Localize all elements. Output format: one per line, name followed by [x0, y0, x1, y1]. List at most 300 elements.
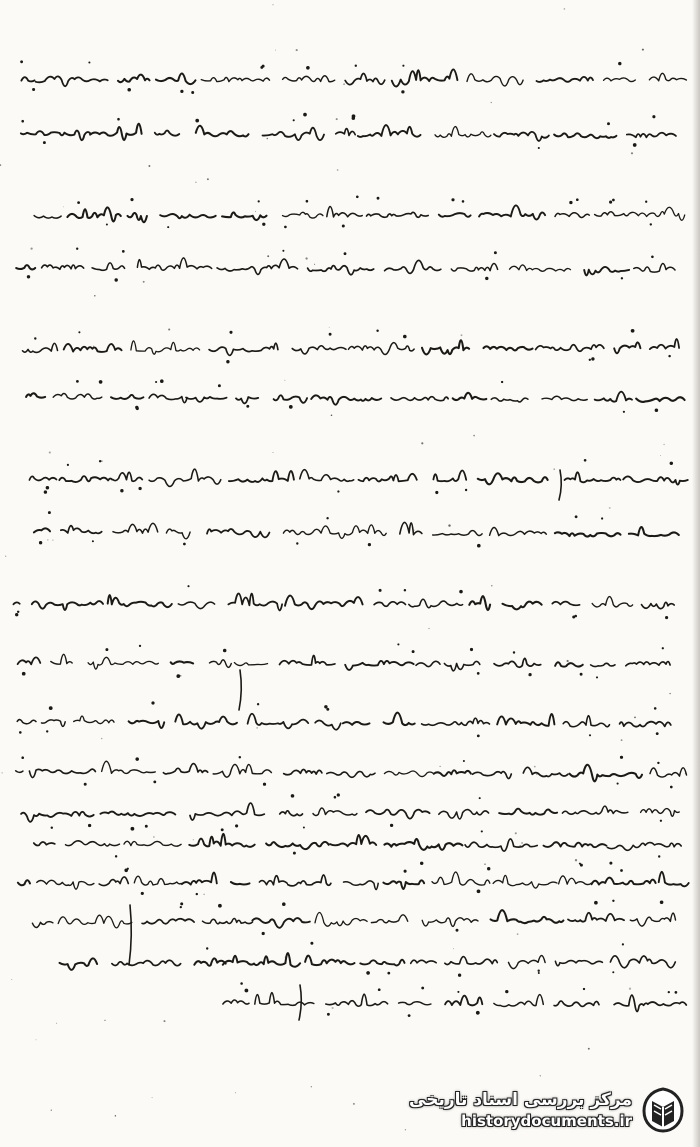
ink-dot	[139, 645, 141, 647]
handwritten-word	[17, 720, 36, 724]
ink-dot	[494, 251, 497, 254]
handwritten-word	[345, 661, 414, 670]
ink-dot	[513, 651, 515, 653]
ink-dot	[623, 411, 625, 413]
paper-speck	[685, 772, 687, 774]
paper-speck	[255, 211, 256, 212]
ink-dot	[591, 357, 594, 360]
paper-speck	[660, 455, 661, 456]
ink-dot	[284, 226, 287, 229]
paper-speck	[168, 328, 170, 330]
ink-dot	[589, 734, 591, 736]
ink-dot	[263, 783, 266, 786]
handwritten-word	[155, 131, 180, 136]
handwritten-word	[53, 394, 102, 400]
handwritten-word	[142, 919, 194, 924]
ink-dot	[337, 490, 339, 492]
ink-dot	[487, 867, 490, 870]
handwritten-word	[610, 956, 675, 968]
ink-dot	[668, 991, 670, 993]
ink-dot	[258, 200, 260, 202]
ink-dot	[622, 943, 624, 945]
ink-dot	[662, 647, 664, 649]
ink-dot	[291, 794, 295, 798]
handwritten-word	[321, 525, 386, 538]
paper-speck	[203, 894, 204, 895]
ink-dot	[660, 820, 662, 822]
ink-dot	[572, 616, 575, 619]
ink-dot	[122, 250, 125, 253]
handwritten-word	[445, 957, 498, 965]
paper-speck	[267, 138, 269, 140]
ink-dot	[99, 380, 103, 384]
watermark-text	[409, 1089, 632, 1131]
ink-dot	[180, 906, 182, 908]
paper-speck	[642, 49, 644, 51]
handwritten-word	[384, 713, 415, 725]
paper-speck	[331, 414, 333, 416]
handwritten-word	[623, 476, 688, 484]
paper-speck	[153, 836, 154, 837]
handwritten-word	[434, 770, 471, 776]
handwritten-word	[555, 961, 602, 966]
ink-dot	[77, 201, 80, 204]
handwritten-word	[432, 872, 490, 885]
paper-speck	[329, 327, 330, 328]
ink-dot	[481, 830, 483, 832]
ink-dot	[196, 893, 198, 895]
handwritten-word	[595, 392, 632, 402]
ink-dot	[477, 544, 481, 548]
handwritten-word	[384, 839, 462, 850]
handwritten-word	[209, 343, 278, 355]
handwritten-word	[42, 265, 84, 269]
ink-dot	[239, 756, 241, 758]
paper-speck	[669, 693, 670, 694]
ink-dot	[195, 119, 199, 123]
ink-dot	[293, 852, 296, 855]
ink-dot	[501, 381, 503, 383]
handwritten-word	[149, 394, 187, 402]
ink-dot	[476, 1011, 480, 1015]
handwritten-word	[284, 769, 322, 774]
long-stroke	[129, 905, 131, 965]
handwritten-word	[134, 876, 181, 885]
handwritten-word	[252, 918, 309, 928]
ink-dot	[618, 62, 621, 65]
ink-dot	[654, 707, 657, 710]
handwritten-word	[108, 595, 172, 607]
handwritten-word	[51, 654, 72, 664]
ink-dot	[538, 972, 540, 974]
ink-dot	[76, 380, 79, 383]
ink-dot	[620, 756, 623, 759]
ink-dot	[379, 589, 382, 592]
handwritten-word	[607, 843, 681, 851]
handwritten-word	[315, 721, 341, 730]
ink-dot	[352, 114, 356, 118]
ink-dot	[408, 1014, 411, 1017]
handwritten-word	[591, 663, 615, 666]
watermark-url: historydocuments.ir	[461, 1112, 632, 1130]
ink-dot	[377, 197, 380, 200]
ink-dot	[575, 515, 578, 518]
handwritten-word	[360, 960, 404, 966]
ink-dot	[456, 929, 459, 932]
ink-dot	[306, 200, 309, 203]
handwritten-word	[231, 882, 250, 884]
paper-speck	[519, 845, 521, 847]
paper-speck	[491, 585, 493, 587]
paper-speck	[540, 1075, 541, 1076]
paper-speck	[47, 539, 49, 541]
handwritten-word	[650, 768, 687, 777]
paper-speck	[101, 738, 103, 740]
handwritten-word	[542, 396, 587, 400]
paper-speck	[588, 1048, 590, 1050]
handwritten-word	[300, 470, 354, 482]
paper-speck	[235, 1092, 236, 1093]
handwritten-word	[36, 76, 108, 86]
handwriting-lines	[13, 60, 688, 1020]
paper-speck	[332, 1007, 334, 1009]
handwritten-word	[217, 259, 297, 274]
handwritten-word	[439, 810, 489, 819]
ink-dot	[596, 676, 598, 678]
ink-dot	[27, 275, 30, 278]
handwritten-word	[620, 722, 671, 727]
ink-dot	[120, 489, 123, 492]
handwritten-word	[411, 960, 437, 963]
paper-speck	[2, 772, 3, 773]
handwritten-word	[650, 339, 679, 349]
ink-dot	[88, 824, 91, 827]
paper-speck	[285, 956, 287, 958]
paper-speck	[428, 628, 429, 629]
handwritten-word	[315, 912, 367, 926]
handwritten-word	[285, 596, 363, 610]
ink-dot	[633, 143, 637, 147]
paper-speck	[575, 859, 577, 861]
ink-dot	[451, 198, 454, 201]
paper-speck	[461, 334, 463, 336]
handwritten-word	[523, 767, 568, 776]
handwritten-word	[280, 655, 335, 665]
handwritten-word	[445, 996, 482, 1006]
handwritten-word	[60, 958, 98, 969]
ink-dot	[180, 90, 183, 93]
ink-dot	[594, 901, 598, 905]
paper-speck	[631, 152, 633, 154]
handwritten-word	[42, 720, 66, 727]
ink-dot	[221, 828, 224, 831]
handwritten-word	[292, 346, 346, 354]
handwritten-word	[308, 266, 374, 275]
handwritten-word	[229, 471, 294, 482]
paper-speck	[311, 1086, 312, 1087]
handwritten-word	[16, 265, 35, 269]
handwritten-word	[255, 993, 314, 1006]
ink-dot	[218, 904, 222, 908]
paper-speck	[336, 118, 338, 120]
ink-dot	[477, 672, 480, 675]
paper-speck	[0, 164, 1, 165]
handwritten-word	[345, 73, 385, 84]
handwritten-word	[510, 265, 571, 271]
ink-dot	[477, 889, 481, 893]
handwritten-word	[37, 880, 94, 889]
handwritten-word	[497, 714, 554, 726]
ink-dot	[180, 902, 183, 905]
paper-speck	[314, 264, 315, 265]
handwritten-word	[491, 398, 528, 402]
ink-dot	[668, 355, 670, 357]
paper-speck	[101, 460, 103, 462]
paper-speck	[104, 1020, 105, 1021]
handwritten-word	[74, 716, 114, 724]
handwritten-word	[113, 472, 142, 481]
handwritten-word	[592, 597, 632, 607]
handwritten-word	[629, 207, 685, 220]
paper-speck	[49, 451, 51, 453]
ink-dot	[246, 405, 249, 408]
handwritten-word	[627, 133, 676, 138]
ink-dot	[327, 1013, 330, 1016]
handwritten-word	[359, 474, 417, 482]
handwritten-word	[399, 1002, 431, 1005]
ink-dot	[127, 868, 129, 870]
handwritten-word	[630, 913, 675, 926]
paper-speck	[5, 556, 6, 557]
handwritten-word	[166, 529, 190, 539]
handwritten-word	[555, 662, 583, 666]
ink-dot	[289, 405, 293, 409]
ink-dot	[612, 199, 615, 202]
handwritten-word	[629, 527, 679, 536]
handwritten-word	[503, 602, 542, 610]
handwritten-word	[433, 471, 466, 482]
ink-dot	[303, 827, 305, 829]
ink-dot	[609, 201, 612, 204]
ink-dot	[612, 971, 614, 973]
handwritten-word	[614, 342, 640, 353]
ink-dot	[675, 991, 678, 994]
ink-dot	[607, 122, 610, 125]
handwritten-word	[422, 340, 469, 354]
ink-dot	[262, 932, 265, 935]
handwritten-word	[383, 880, 424, 889]
handwritten-word	[634, 264, 675, 273]
paper-speck	[93, 346, 94, 347]
ink-dot	[115, 855, 117, 857]
paper-speck	[534, 766, 536, 768]
ink-dot	[366, 971, 370, 975]
paper-speck	[448, 524, 450, 526]
ink-dot	[329, 333, 332, 336]
handwritten-word	[374, 602, 405, 607]
handwritten-word	[100, 812, 175, 816]
paper-speck	[439, 766, 440, 767]
ink-dot	[650, 223, 652, 225]
ink-dot	[20, 60, 23, 63]
paper-speck	[11, 979, 12, 980]
ink-dot	[457, 991, 459, 993]
ink-dot	[106, 223, 108, 225]
handwritten-word	[149, 469, 221, 486]
paper-speck	[143, 281, 145, 283]
handwritten-word	[234, 663, 267, 666]
paper-speck	[491, 102, 492, 103]
handwritten-word	[555, 213, 589, 218]
handwritten-word	[16, 771, 23, 773]
ink-dot	[21, 756, 24, 759]
ink-dot	[32, 88, 35, 91]
ink-dot	[92, 540, 94, 542]
handwritten-word	[223, 1000, 249, 1004]
paper-speck	[163, 1020, 165, 1022]
handwritten-word	[343, 722, 370, 725]
paper-speck	[629, 988, 631, 990]
paper-speck	[484, 864, 485, 865]
paper-speck	[554, 468, 555, 469]
ink-dot	[240, 982, 243, 985]
handwritten-word	[537, 77, 594, 82]
handwritten-word	[349, 343, 415, 355]
ink-dot	[651, 255, 654, 258]
ink-dot	[15, 613, 18, 616]
handwritten-word	[283, 529, 321, 534]
ink-dot	[167, 226, 169, 228]
ink-dot	[176, 674, 180, 678]
ink-dot	[191, 91, 194, 94]
handwritten-word	[118, 75, 150, 83]
ink-dot	[229, 331, 232, 334]
watermark-title: مرکز بررسی اسناد تاریخی	[409, 1090, 632, 1110]
handwritten-word	[236, 397, 258, 403]
paper-speck	[421, 442, 423, 444]
handwritten-word	[313, 808, 357, 816]
handwritten-word	[563, 716, 609, 727]
ink-dot	[226, 360, 229, 363]
ink-dot	[49, 706, 53, 710]
paper-speck	[611, 398, 612, 399]
handwritten-word	[18, 880, 30, 885]
ink-dot	[652, 115, 655, 118]
ink-dot	[223, 649, 227, 653]
ink-dot	[153, 781, 156, 784]
handwritten-word	[160, 214, 216, 218]
ink-dot	[67, 464, 69, 466]
ink-dot	[569, 201, 572, 204]
ink-dot	[43, 141, 46, 144]
handwritten-word	[113, 523, 158, 533]
paper-speck	[536, 773, 538, 775]
paper-speck	[148, 165, 150, 167]
handwritten-word	[196, 126, 249, 137]
handwritten-word	[156, 73, 196, 84]
handwritten-word	[493, 875, 557, 888]
handwritten-word	[92, 263, 125, 270]
handwritten-word	[34, 528, 50, 532]
ink-dot	[51, 826, 53, 828]
ink-dot	[665, 616, 668, 619]
handwritten-word	[626, 662, 670, 666]
ink-dot	[579, 863, 581, 865]
ink-dot	[135, 406, 138, 409]
handwritten-word	[642, 602, 675, 608]
paper-speck	[63, 206, 64, 207]
ink-dot	[84, 783, 87, 786]
handwritten-word	[614, 995, 686, 1011]
paper-speck	[521, 842, 523, 844]
handwritten-word	[129, 721, 165, 728]
handwritten-word	[112, 960, 181, 965]
paper-speck	[515, 832, 517, 834]
handwritten-word	[102, 761, 156, 773]
ink-dot	[655, 408, 659, 412]
handwritten-word	[280, 811, 303, 816]
paper-speck	[180, 675, 182, 677]
ink-dot	[46, 486, 49, 489]
paper-speck	[267, 255, 269, 257]
ink-dot	[306, 66, 310, 70]
handwritten-word	[203, 919, 253, 924]
paper-speck	[51, 1110, 52, 1111]
ink-dot	[245, 989, 249, 993]
paper-speck	[96, 349, 97, 350]
handwritten-word	[570, 765, 643, 782]
handwritten-word	[385, 260, 441, 273]
handwritten-word	[494, 658, 541, 667]
paper-speck	[555, 842, 557, 844]
paper-speck	[56, 1023, 57, 1024]
handwritten-word	[499, 809, 557, 815]
handwritten-word	[67, 207, 120, 221]
handwritten-word	[584, 267, 629, 276]
ink-dot	[19, 731, 22, 734]
ink-dot	[218, 384, 221, 387]
handwritten-word	[259, 876, 287, 885]
paper-speck	[353, 1103, 355, 1105]
ink-dot	[155, 381, 157, 383]
handwritten-word	[344, 881, 379, 890]
handwritten-word	[479, 205, 545, 219]
ink-dot	[326, 517, 328, 519]
paper-speck	[609, 507, 611, 509]
archive-watermark	[396, 1081, 686, 1139]
handwritten-word	[392, 69, 458, 86]
ink-dot	[376, 330, 378, 332]
ink-dot	[458, 974, 461, 977]
ink-dot	[17, 611, 19, 613]
handwritten-word	[439, 213, 471, 217]
handwritten-word	[592, 878, 656, 885]
ink-dot	[401, 90, 404, 93]
ink-dot	[235, 824, 238, 827]
handwritten-word	[371, 915, 407, 923]
handwritten-word	[400, 522, 422, 534]
handwritten-word	[90, 124, 142, 140]
handwritten-word	[228, 593, 282, 610]
handwritten-word	[554, 133, 616, 138]
handwritten-word	[61, 526, 102, 534]
handwritten-word	[182, 873, 217, 885]
handwritten-word	[451, 263, 497, 271]
ink-dot	[296, 542, 298, 544]
ink-dot	[303, 113, 307, 117]
paper-speck	[128, 391, 129, 392]
handwritten-word	[330, 835, 376, 846]
